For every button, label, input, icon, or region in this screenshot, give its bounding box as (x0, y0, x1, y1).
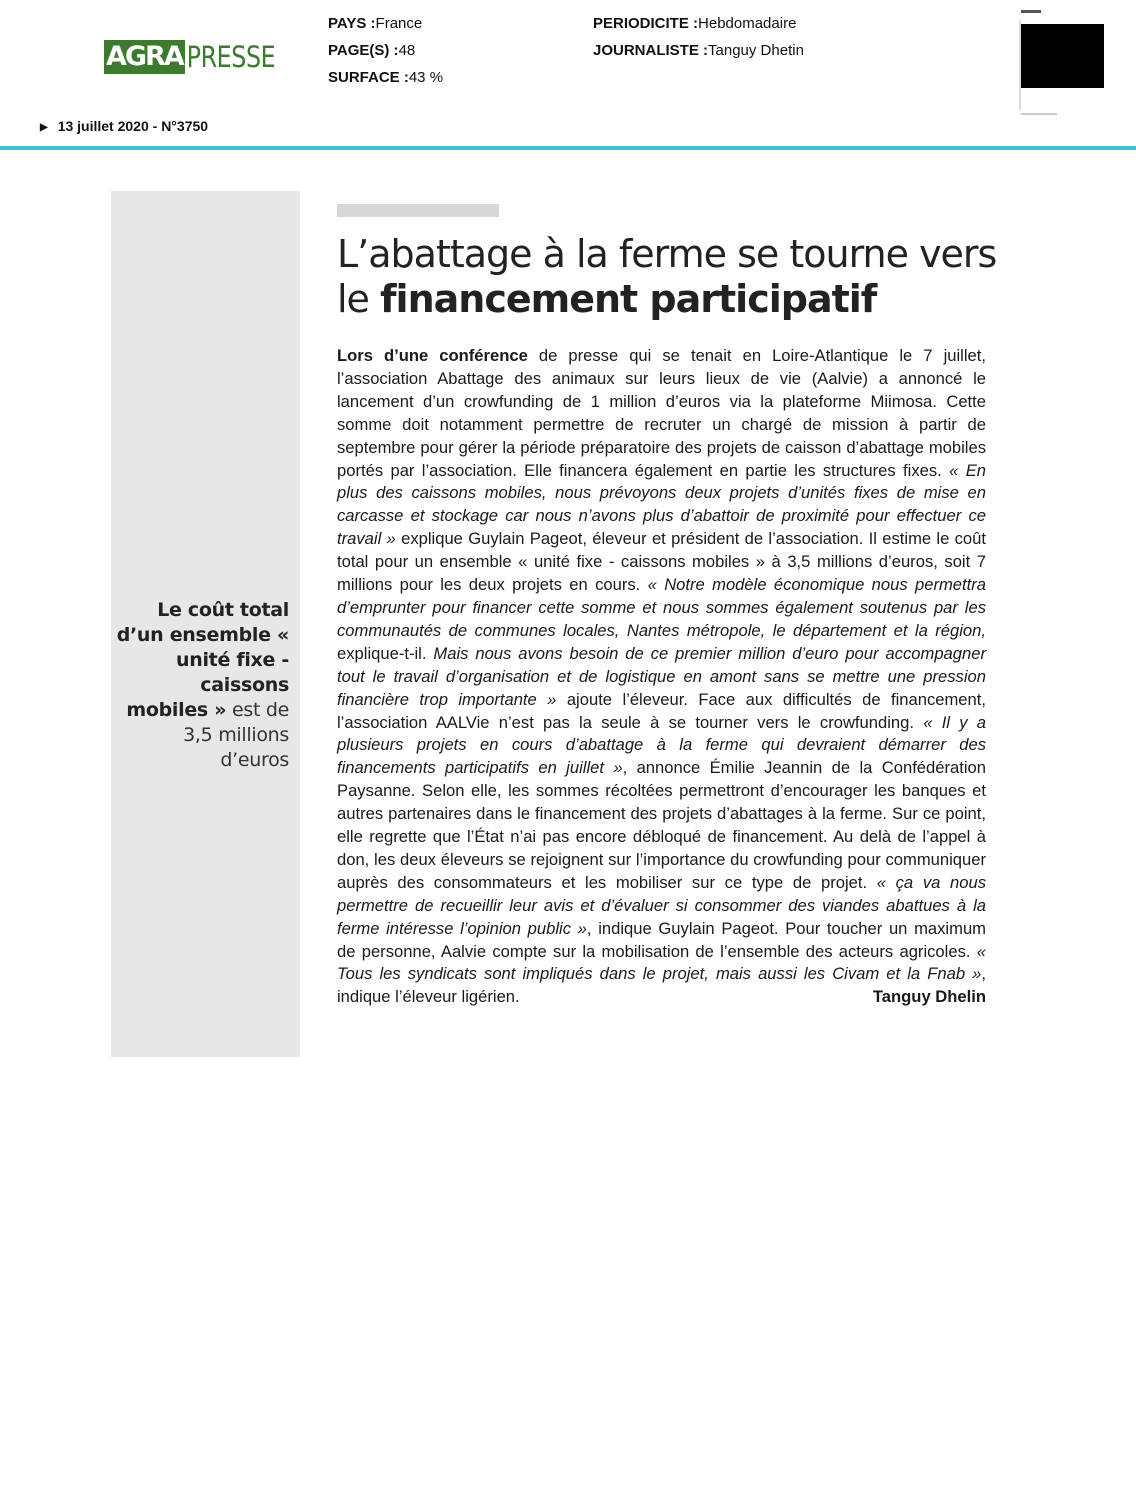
pull-quote-regular: est de 3,5 millions d’euros (183, 699, 289, 771)
thumbnail-bottom-line (1021, 113, 1057, 115)
logo-presse: PRESSE (186, 40, 276, 74)
sidebar-panel (111, 191, 300, 1057)
issue-date (40, 118, 208, 134)
meta-right (593, 10, 804, 64)
meta-left (328, 10, 443, 91)
quote-text: Mais nous avons besoin de ce premier million d’euro pour accompagner tout le travail d’organisation et de logistique en amont sans se mettre une pression financière trop importante » (337, 643, 986, 709)
header-divider (0, 146, 1136, 150)
meta-journaliste: JOURNALISTE :Tanguy Dhetin (593, 42, 804, 59)
pull-quote (114, 598, 289, 773)
meta-periodicite: PERIODICITE :Hebdomadaire (593, 15, 797, 32)
issue-date-text: 13 juillet 2020 - N°3750 (57, 118, 209, 134)
meta-pays: PAYS :France (328, 15, 423, 32)
section-tag-bar (337, 204, 499, 217)
article-paragraph: Lors d’une conférence de presse qui se tenait en Loire-Atlantique le 7 juillet, l’association Abattage des animaux sur leurs lieux de vie (Aalvie) a annoncé le lancement d’un crowfunding de 1 million d’euros via la plateforme Miimosa. Cette somme doit notamment permettre de recruter un chargé de mission à partir de septembre pour gérer la période préparatoire des projets de caisson d’abattage mobiles portés par l’association. Elle financera également en partie les structures fixes. « En plus des caissons mobiles, nous prévoyons deux projets d’unités fixes de mise en carcasse et stockage car nous n’avons plus d’abattoir de proximité pour effectuer ce travail » explique Guylain Pageot, éleveur et président de l’association. Il estime le coût total pour un ensemble « unité fixe - caissons mobiles » à 3,5 millions d’euros, soit 7 millions pour les deux projets en cours. « Notre modèle économique nous permettra d’emprunter pour financer cette somme et nous sommes également soutenus par les communautés de communes locales, Nantes métropole, le département et la région, explique-t-il. Mais nous avons besoin de ce premier million d’euro pour accompagner tout le travail d’organisation et de logistique en amont sans se mettre une pression financière trop importante » ajoute l’éleveur. Face aux difficultés de financement, l’association AALVie n’est pas la seule à se tourner vers le crowfunding. « Il y a plusieurs projets en cours d’abattage à la ferme qui devraient démarrer des financements participatifs en juillet », annonce Émilie Jeannin de la Confédération Paysanne. Selon elle, les sommes récoltées permettront d’encourager les banques et autres partenaires dans le financement des projets d’abattages à la ferme. Sur ce point, elle regrette que l’État n’ai pas encore débloqué de financement. Au delà de l’appel à don, les deux éleveurs se rejoignent sur l’importance du crowfunding pour communiquer auprès des consommateurs et les mobiliser sur ce type de projet. « ça va nous permettre de recueillir leur avis et d’évaluer si consommer des viandes abattues à la ferme intéresse l’opinion public », indique Guylain Pageot. Pour toucher un maximum de personne, Aalvie compte sur la mobilisation de l’ensemble des acteurs agricoles. « Tous les syndicats sont impliqués dans le projet, mais aussi les Civam et la Fnab », indique l’éleveur ligérien. (337, 346, 987, 1007)
article-headline (337, 232, 997, 322)
quote-text: « En plus des caissons mobiles, nous prévoyons deux projets d’unités fixes de mise en carcasse et stockage car nous n’avons plus d’abattoir de proximité pour effectuer ce travail » (337, 460, 986, 549)
article-author: Tanguy Dhelin (872, 987, 986, 1007)
meta-pages: PAGE(S) :48 (328, 42, 416, 59)
triangle-right-icon: ▶ (40, 121, 48, 133)
headline-regular: L’abattage à la ferme se tourne vers le (337, 232, 997, 321)
agrapresse-logo (104, 40, 295, 74)
pull-quote-bold: Le coût total d’un ensemble « unité fixe - caissons mobiles » (116, 599, 289, 721)
article-body (337, 345, 986, 1009)
thumbnail-top-line (1021, 10, 1041, 13)
logo-agra: AGRA (106, 41, 183, 72)
thumbnail-redacted-block (1021, 24, 1104, 88)
quote-text: « Il y a plusieurs projets en cours d’abattage à la ferme qui devraient démarrer des financements participatifs en juillet » (337, 712, 987, 778)
meta-surface: SURFACE :43 % (328, 69, 444, 86)
article-lead: Lors d’une conférence (337, 346, 528, 365)
page-thumbnail (1019, 10, 1087, 116)
headline-bold: financement participatif (380, 277, 877, 321)
quote-text: « Tous les syndicats sont impliqués dans le projet, mais aussi les Civam et la Fnab » (337, 941, 986, 984)
quote-text: « Notre modèle économique nous permettra d’emprunter pour financer cette somme et nous sommes également soutenus par les communautés de communes locales, Nantes métropole, le département et la région, (337, 575, 986, 640)
quote-text: « ça va nous permettre de recueillir leur avis et d’évaluer si consommer des viandes abattues à la ferme intéresse l’opinion public » (337, 872, 986, 938)
